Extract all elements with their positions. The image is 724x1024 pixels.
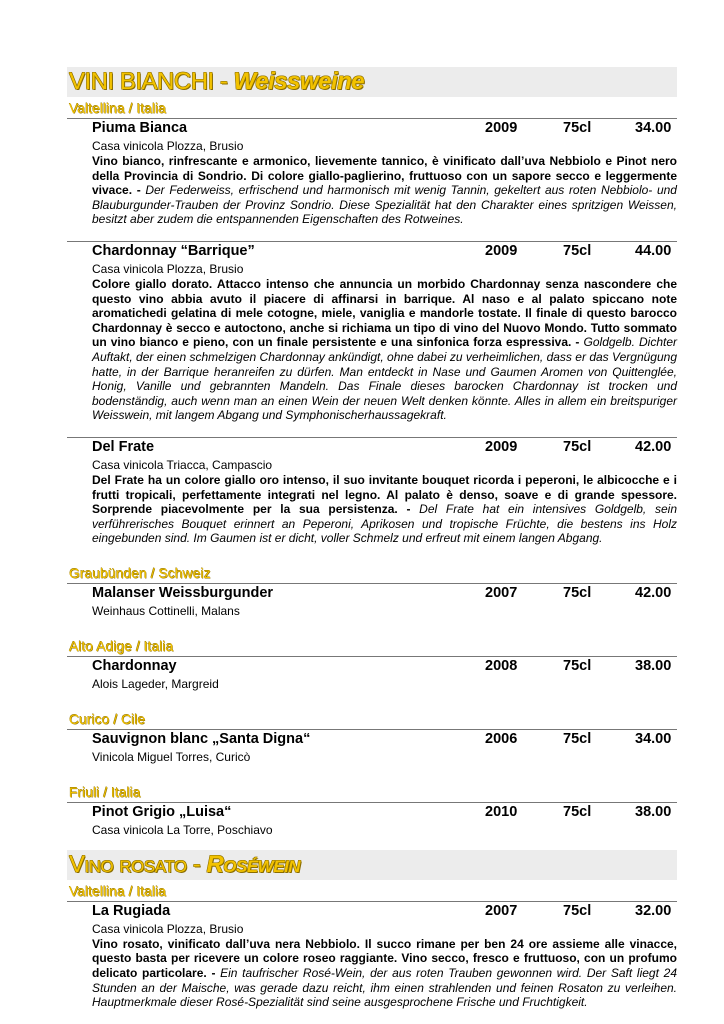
region-label: Valtellina / Italia (69, 882, 167, 899)
description-german: Del Frate hat ein intensives Goldgelb, sein verführerisches Bouquet erinnert an Peperoni, Aprikosen und tropische Früchte, die bestens ins Holz eingebunden sind. Im Gaumen ist er dicht, voller Schmelz und erfreut mit einem langen Abgang. (92, 502, 677, 546)
wine-entry (67, 802, 677, 838)
description-german: Goldgelb. Dichter Auftakt, der einen schmelzigen Chardonnay ankündigt, ohne dabei zu verheimlichen, dass er das Vergnügung hatte, in der Barrique heranreifen zu dürfen. Man entdeckt in Nase und Gaumen Aromen von Quittenglée, Honig, Vanille und gebrannten Mandeln. Das Finale dieses barocken Chardonnay ist trocken und bodenständig, auch wenn man an einen Wein der neuen Welt denken könnte. Alles in allem ein breitspuriger Weisswein, mit langem Abgang und Symphonischerhaussagekraft. (92, 335, 678, 423)
region-label: Friuli / Italia (69, 783, 141, 800)
description-italian: Del Frate ha un colore giallo oro intenso, il suo invitante bouquet ricorda i peperoni, le albicocche e i frutti tropicali, perfettamente integrati nel legno. Al palato è denso, soave e di grande spessore. Sorprende piacevolmente per la sua persistenza. - (92, 472, 677, 517)
region-label: Valtellina / Italia (69, 100, 167, 116)
wine-entry (67, 118, 677, 227)
wine-entry (67, 729, 677, 765)
wine-producer: Weinhaus Cottinelli, Malans (92, 603, 240, 618)
wine-name: Del Frate (92, 438, 155, 455)
wine-price: 42.00 (635, 438, 672, 455)
wine-name: Chardonnay “Barrique” (92, 242, 255, 259)
wine-year: 2007 (485, 902, 518, 919)
section-title-rose-wines (67, 850, 677, 880)
wine-description (67, 277, 677, 423)
wine-name: Malanser Weissburgunder (92, 584, 274, 601)
description-italian: Vino rosato, vinificato dall’uva nera Nebbiolo. Il succo rimane per ben 24 ore assieme alle vinacce, questo basta per ricevere un colore roseo raggiante. Vino secco, fresco e fruttuoso, con un profumo delicato particolare. - (92, 936, 677, 981)
wine-name: Sauvignon blanc „Santa Digna“ (92, 730, 311, 747)
wine-list-page (67, 67, 677, 1010)
wine-entry (67, 241, 677, 423)
wine-entry (67, 901, 677, 1010)
wine-description (67, 154, 677, 227)
wine-producer: Vinicola Miguel Torres, Curicò (92, 749, 251, 764)
wine-year: 2007 (485, 584, 518, 601)
wine-volume: 75cl (563, 657, 592, 674)
wine-year: 2008 (485, 657, 518, 674)
wine-price: 34.00 (635, 730, 672, 747)
wine-volume: 75cl (563, 438, 592, 455)
wine-price: 44.00 (635, 242, 672, 259)
section-title-alt: Roséwein (206, 850, 301, 878)
wine-year: 2009 (485, 242, 518, 259)
wine-volume: 75cl (563, 584, 592, 601)
wine-name: Pinot Grigio „Luisa“ (92, 803, 232, 820)
wine-volume: 75cl (563, 730, 592, 747)
region-label: Curico / Cile (69, 710, 146, 727)
description-german: Der Federweiss, erfrischend und harmonisch mit wenig Tannin, gekeltert aus roten Nebbiolo- und Blauburgunder-Trauben der Provinz Sondrio. Diese Spezialität hat den Charakter eines spritzigen Weissen, besitzt aber zudem die entspannenden Eigenschaften des Rotweines. (92, 183, 677, 227)
wine-producer: Casa vinicola Plozza, Brusio (92, 921, 244, 936)
wine-producer: Casa vinicola Plozza, Brusio (92, 139, 244, 153)
wine-year: 2009 (485, 438, 518, 455)
region-label: Graubünden / Schweiz (69, 564, 211, 581)
wine-producer: Alois Lageder, Margreid (92, 676, 219, 691)
wine-volume: 75cl (563, 902, 592, 919)
section-title-main: VINI BIANCHI - (69, 68, 234, 95)
section-title-alt: Weissweine (233, 68, 365, 95)
wine-year: 2010 (485, 803, 518, 820)
region-label: Alto Adige / Italia (69, 637, 174, 654)
wine-description (67, 473, 677, 546)
wine-producer: Casa vinicola Plozza, Brusio (92, 261, 244, 276)
wine-year: 2006 (485, 730, 518, 747)
wine-name: Piuma Bianca (92, 120, 188, 136)
wine-price: 34.00 (635, 120, 672, 136)
wine-entry (67, 656, 677, 692)
wine-producer: Casa vinicola Triacca, Campascio (92, 457, 273, 472)
description-german: Ein taufrischer Rosé-Wein, der aus roten Trauben gewonnen wird. Der Saft liegt 24 Stunden an der Maische, was gerade dazu reicht, ihm einen strahlenden und feinen Rosaton zu verleihen. Hauptmerkmale dieser Rosé-Spezialität sind seine ausgesprochene Frische und Fruchtigkeit. (92, 966, 677, 1010)
wine-description (67, 937, 677, 1010)
wine-price: 32.00 (635, 902, 672, 919)
wine-price: 42.00 (635, 584, 672, 601)
wine-price: 38.00 (635, 803, 672, 820)
section-title-white-wines (67, 67, 677, 97)
wine-volume: 75cl (563, 242, 592, 259)
description-italian: Colore giallo dorato. Attacco intenso che annuncia un morbido Chardonnay senza nascondere che questo vino abbia avuto il piacere di affinarsi in barrique. Al naso e al palato spiccano note aromatichedi gelatina di mele cotogne, miele, vaniglia e mandorle tostate. Il finale di questo barocco Chardonnay è secco e autoctono, anche si richiama un tipo di vino del Nuovo Mondo. Tutto sommato un vino bianco e pieno, con un finale persistente e una sinfonica forza espressiva. - (92, 276, 677, 350)
wine-entry (67, 583, 677, 619)
wine-producer: Casa vinicola La Torre, Poschiavo (92, 822, 273, 837)
wine-name: Chardonnay (92, 657, 177, 674)
wine-year: 2009 (485, 120, 518, 136)
wine-price: 38.00 (635, 657, 672, 674)
section-title-main: Vino rosato - (69, 850, 207, 878)
wine-volume: 75cl (563, 120, 592, 136)
wine-name: La Rugiada (92, 902, 171, 919)
wine-entry (67, 437, 677, 546)
description-italian: Vino bianco, rinfrescante e armonico, lievemente tannico, è vinificato dall’uva Nebbiolo e Pinot nero della Provincia di Sondrio. Di colore giallo-paglierino, fruttuoso con un sapore secco e leggermente vivace. - (92, 154, 677, 198)
wine-volume: 75cl (563, 803, 592, 820)
